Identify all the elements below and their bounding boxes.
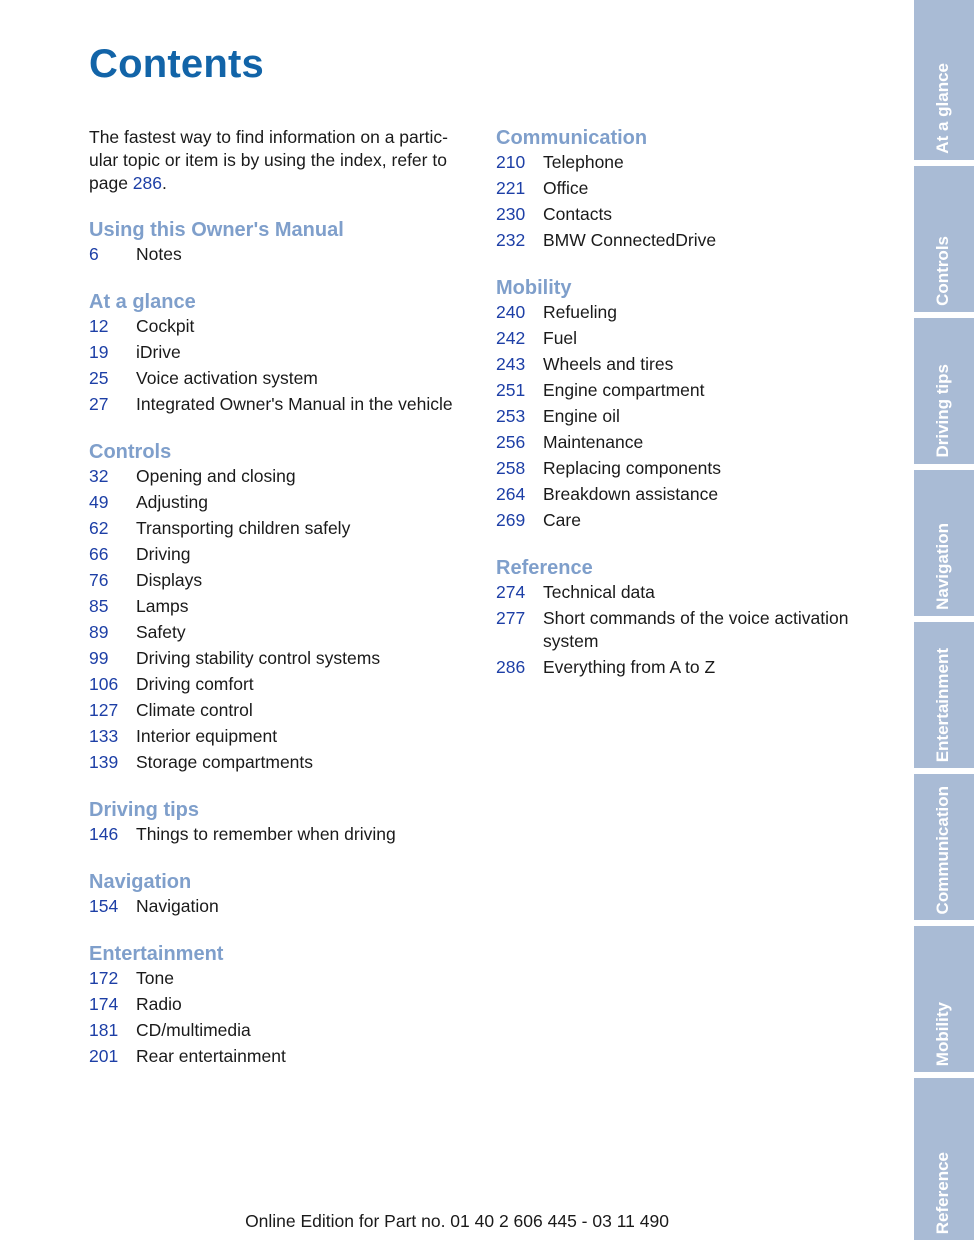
entry-title: Engine compartment bbox=[543, 380, 705, 400]
toc-entry[interactable] bbox=[89, 517, 489, 543]
section-heading[interactable]: Mobility bbox=[496, 277, 572, 299]
page-number[interactable]: 286 bbox=[496, 657, 526, 677]
toc-entry[interactable] bbox=[496, 581, 896, 607]
toc-entry[interactable] bbox=[496, 379, 896, 405]
toc-entry[interactable] bbox=[89, 647, 489, 673]
entry-title: Displays bbox=[136, 570, 203, 590]
page-number[interactable]: 89 bbox=[89, 622, 109, 642]
section-heading[interactable]: Communication bbox=[496, 127, 648, 149]
intro-text: The fastest way to find information on a partic-ular topic or item is by using the index, refer to page bbox=[89, 127, 448, 193]
entry-title: Fuel bbox=[543, 328, 578, 348]
entry-title: Everything from A to Z bbox=[543, 657, 716, 677]
toc-entry[interactable] bbox=[496, 607, 896, 656]
page-number[interactable]: 133 bbox=[89, 726, 119, 746]
tab-label: Entertainment bbox=[933, 647, 952, 762]
page-number[interactable]: 210 bbox=[496, 152, 526, 172]
toc-entry[interactable] bbox=[496, 327, 896, 353]
entry-title: Voice activation system bbox=[136, 368, 318, 388]
toc-entry[interactable] bbox=[496, 656, 896, 682]
entry-title: Integrated Owner's Manual in the vehicle bbox=[136, 394, 453, 414]
tab-communication[interactable] bbox=[914, 774, 974, 920]
page-number[interactable]: 85 bbox=[89, 596, 109, 616]
toc-entry[interactable] bbox=[89, 823, 489, 849]
toc-entry[interactable] bbox=[496, 457, 896, 483]
page-number[interactable]: 256 bbox=[496, 432, 526, 452]
page-number[interactable]: 127 bbox=[89, 700, 119, 720]
section-heading[interactable]: Reference bbox=[496, 557, 593, 579]
toc-entry[interactable] bbox=[89, 315, 489, 341]
entry-title: Short commands of the voice activation system bbox=[543, 608, 849, 651]
entry-title: Interior equipment bbox=[136, 726, 278, 746]
toc-entry[interactable] bbox=[496, 301, 896, 327]
tab-label: Driving tips bbox=[933, 364, 952, 458]
page-number[interactable]: 242 bbox=[496, 328, 526, 348]
toc-entry[interactable] bbox=[89, 341, 489, 367]
tab-label: Navigation bbox=[933, 523, 952, 610]
entry-title: Transporting children safely bbox=[136, 518, 351, 538]
toc-section bbox=[89, 797, 489, 849]
toc-entry[interactable] bbox=[89, 1045, 489, 1071]
page-number[interactable]: 243 bbox=[496, 354, 526, 374]
entry-title: Driving comfort bbox=[136, 674, 254, 694]
entry-title: Tone bbox=[136, 968, 174, 988]
entry-title: Wheels and tires bbox=[543, 354, 674, 374]
toc-entry[interactable] bbox=[89, 725, 489, 751]
toc-section bbox=[89, 869, 489, 921]
toc-section bbox=[89, 289, 489, 419]
page-title: Contents bbox=[89, 42, 264, 86]
page-number[interactable]: 99 bbox=[89, 648, 109, 668]
entry-title: Breakdown assistance bbox=[543, 484, 719, 504]
entry-title: iDrive bbox=[136, 342, 181, 362]
page-number[interactable]: 25 bbox=[89, 368, 109, 388]
section-heading[interactable]: At a glance bbox=[89, 291, 196, 313]
page-number[interactable]: 258 bbox=[496, 458, 526, 478]
page-number[interactable]: 12 bbox=[89, 316, 109, 336]
entry-title: Radio bbox=[136, 994, 182, 1014]
entry-title: Driving stability control systems bbox=[136, 648, 381, 668]
page-number[interactable]: 174 bbox=[89, 994, 119, 1014]
section-heading[interactable]: Navigation bbox=[89, 871, 192, 893]
toc-entry[interactable] bbox=[89, 699, 489, 725]
page-number[interactable]: 274 bbox=[496, 582, 526, 602]
toc-entry[interactable] bbox=[89, 895, 489, 921]
section-heading[interactable]: Driving tips bbox=[89, 799, 200, 821]
entry-title: Lamps bbox=[136, 596, 189, 616]
entry-title: Replacing components bbox=[543, 458, 722, 478]
toc-entry[interactable] bbox=[89, 491, 489, 517]
tab-label: Communication bbox=[933, 785, 952, 914]
entry-title: Cockpit bbox=[136, 316, 195, 336]
toc-entry[interactable] bbox=[496, 483, 896, 509]
toc-entry[interactable] bbox=[496, 431, 896, 457]
tab-label: Mobility bbox=[933, 1001, 952, 1066]
toc-section bbox=[89, 439, 489, 777]
page-number[interactable]: 106 bbox=[89, 674, 119, 694]
page-number[interactable]: 230 bbox=[496, 204, 526, 224]
entry-title: Notes bbox=[136, 244, 182, 264]
page-number[interactable]: 201 bbox=[89, 1046, 119, 1066]
entry-title: Things to remember when driving bbox=[136, 824, 396, 844]
entry-title: Refueling bbox=[543, 302, 617, 322]
toc-entry[interactable] bbox=[496, 353, 896, 379]
tab-mobility[interactable] bbox=[914, 926, 974, 1072]
toc-entry[interactable] bbox=[89, 367, 489, 393]
page-number[interactable]: 6 bbox=[89, 244, 99, 264]
page-number[interactable]: 172 bbox=[89, 968, 119, 988]
entry-title: Driving bbox=[136, 544, 191, 564]
toc-entry[interactable] bbox=[89, 1019, 489, 1045]
page-number[interactable]: 49 bbox=[89, 492, 109, 512]
toc-entry[interactable] bbox=[89, 595, 489, 621]
toc-entry[interactable] bbox=[89, 993, 489, 1019]
entry-title: Engine oil bbox=[543, 406, 620, 426]
toc-section bbox=[496, 275, 896, 535]
tab-driving-tips[interactable] bbox=[914, 318, 974, 464]
toc-section bbox=[496, 555, 896, 682]
section-heading[interactable]: Controls bbox=[89, 441, 172, 463]
entry-title: Maintenance bbox=[543, 432, 644, 452]
index-page-link[interactable]: 286 bbox=[132, 173, 162, 193]
toc-entry[interactable] bbox=[89, 393, 489, 419]
toc-entry[interactable] bbox=[89, 543, 489, 569]
entry-title: Office bbox=[543, 178, 589, 198]
tab-controls[interactable] bbox=[914, 166, 974, 312]
toc-entry[interactable] bbox=[89, 673, 489, 699]
page-number[interactable]: 181 bbox=[89, 1020, 119, 1040]
entry-title: Climate control bbox=[136, 700, 253, 720]
tab-label: At a glance bbox=[933, 63, 952, 154]
entry-title: BMW ConnectedDrive bbox=[543, 230, 717, 250]
intro-paragraph bbox=[89, 126, 469, 195]
intro-text-end: . bbox=[162, 173, 167, 193]
page-number[interactable]: 277 bbox=[496, 608, 526, 628]
page-number[interactable]: 154 bbox=[89, 896, 119, 916]
toc-entry[interactable] bbox=[89, 751, 489, 777]
section-heading[interactable]: Using this Owner's Manual bbox=[89, 219, 344, 241]
toc-section bbox=[496, 125, 896, 255]
section-heading[interactable]: Entertainment bbox=[89, 943, 224, 965]
footer-edition-note: Online Edition for Part no. 01 40 2 606 445 - 03 11 490 bbox=[245, 1211, 669, 1231]
tab-label: Controls bbox=[933, 236, 952, 306]
toc-entry[interactable] bbox=[89, 967, 489, 993]
toc-entry[interactable] bbox=[496, 509, 896, 535]
page-number[interactable]: 232 bbox=[496, 230, 526, 250]
toc-section bbox=[89, 941, 489, 1071]
entry-title: Care bbox=[543, 510, 581, 530]
entry-title: Rear entertainment bbox=[136, 1046, 286, 1066]
tab-at-a-glance[interactable] bbox=[914, 0, 974, 160]
entry-title: Telephone bbox=[543, 152, 624, 172]
page-number[interactable]: 139 bbox=[89, 752, 119, 772]
entry-title: Safety bbox=[136, 622, 186, 642]
tab-label: Reference bbox=[933, 1151, 952, 1234]
entry-title: Storage compartments bbox=[136, 752, 314, 772]
page-number[interactable]: 221 bbox=[496, 178, 526, 198]
page-number[interactable]: 66 bbox=[89, 544, 109, 564]
toc-section bbox=[89, 217, 489, 269]
tab-entertainment[interactable] bbox=[914, 622, 974, 768]
page-number[interactable]: 146 bbox=[89, 824, 119, 844]
page-number[interactable]: 32 bbox=[89, 466, 109, 486]
entry-title: Navigation bbox=[136, 896, 219, 916]
toc-entry[interactable] bbox=[496, 203, 896, 229]
toc-entry[interactable] bbox=[89, 465, 489, 491]
page-number[interactable]: 269 bbox=[496, 510, 526, 530]
page-number[interactable]: 76 bbox=[89, 570, 109, 590]
page-number[interactable]: 240 bbox=[496, 302, 526, 322]
entry-title: Opening and closing bbox=[136, 466, 296, 486]
page-number[interactable]: 251 bbox=[496, 380, 526, 400]
page-number[interactable]: 264 bbox=[496, 484, 526, 504]
tab-reference[interactable] bbox=[914, 1078, 974, 1240]
toc-entry[interactable] bbox=[89, 243, 489, 269]
entry-title: Technical data bbox=[543, 582, 655, 602]
page-number[interactable]: 62 bbox=[89, 518, 109, 538]
toc-entry[interactable] bbox=[496, 151, 896, 177]
toc-entry[interactable] bbox=[89, 621, 489, 647]
chapter-tabs bbox=[914, 0, 974, 1240]
page-number[interactable]: 19 bbox=[89, 342, 109, 362]
toc-entry[interactable] bbox=[496, 177, 896, 203]
entry-title: Contacts bbox=[543, 204, 613, 224]
page-number[interactable]: 27 bbox=[89, 394, 109, 414]
tab-navigation[interactable] bbox=[914, 470, 974, 616]
entry-title: Adjusting bbox=[136, 492, 208, 512]
page-number[interactable]: 253 bbox=[496, 406, 526, 426]
toc-entry[interactable] bbox=[496, 405, 896, 431]
entry-title: CD/multimedia bbox=[136, 1020, 251, 1040]
toc-entry[interactable] bbox=[89, 569, 489, 595]
toc-entry[interactable] bbox=[496, 229, 896, 255]
